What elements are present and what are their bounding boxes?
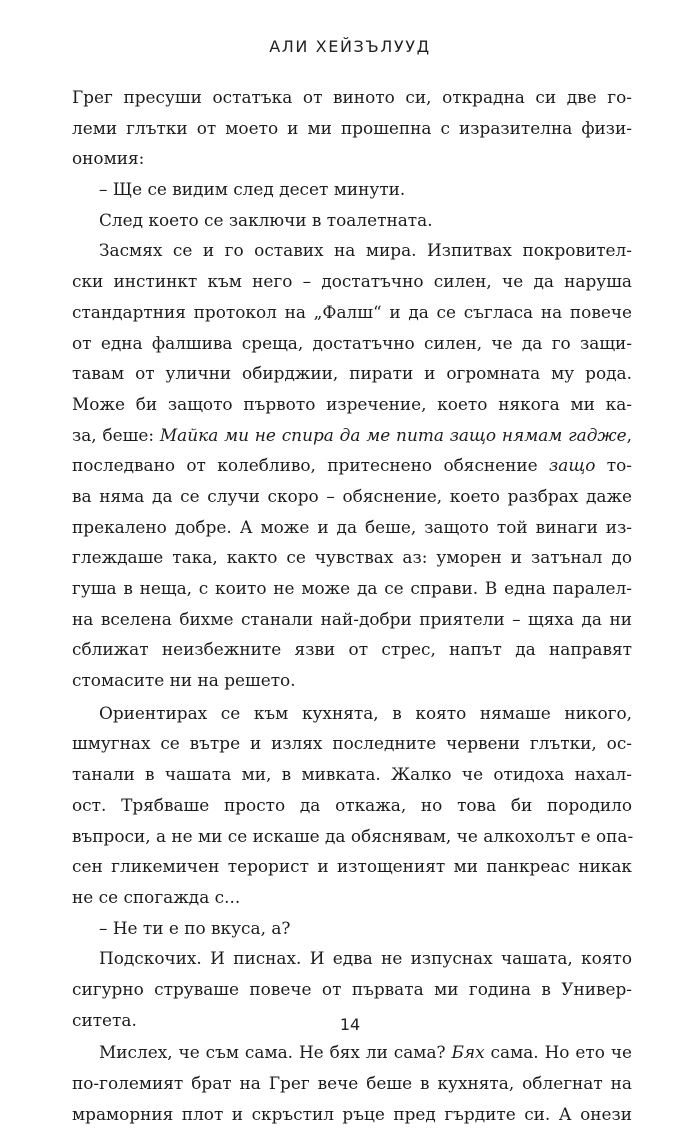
text-segment: за, беше:	[72, 424, 160, 445]
text-segment: Мислех, че съм сама. Не бях ли сама?	[99, 1042, 452, 1063]
text-line: Може би защото първото изречение, което някога ми ка-	[72, 393, 632, 414]
text-line: стандартния протокол на „Фалш“ и да се съгласа на повече	[72, 301, 632, 322]
text-line: леми глътки от моето и ми прошепна с изразителна физи-	[72, 117, 632, 138]
text-line: глеждаше така, както се чувствах аз: уморен и затънал до	[72, 547, 632, 568]
text-line: Подскочих. И писнах. И едва не изпуснах чашата, която	[99, 948, 632, 969]
text-line: ономия:	[72, 148, 145, 169]
text-line: ва няма да се случи скоро – обяснение, което разбрах даже	[72, 485, 632, 506]
text-segment: то-	[595, 455, 632, 476]
text-line: по-големият брат на Грег вече беше в кухнята, облегнат на	[72, 1073, 632, 1093]
text-line: въпроси, а не ми се искаше да обяснявам, че алкохолът е опа-	[72, 825, 634, 846]
text-line: След което се заключи в тоалетната.	[99, 209, 433, 230]
text-line: сближат неизбежните язви от стрес, напът да направят	[72, 639, 632, 660]
text-line: сен гликемичен терорист и изтощеният ми панкреас никак	[72, 856, 632, 877]
text-line: танали в чашата ми, в мивката. Жалко че отидоха нахал-	[72, 764, 632, 785]
text-line: ски инстинкт към него – достатъчно силен, че да наруша	[72, 271, 632, 292]
text-line: не се спогажда с...	[72, 886, 241, 907]
text-line: прекалено добре. А може и да беше, защото той винаги из-	[72, 516, 632, 537]
text-line	[72, 1037, 632, 1068]
page-number: 14	[339, 1015, 361, 1034]
text-line: сигурно струваше повече от първата ми година в Универ-	[72, 978, 632, 999]
text-segment: последвано от колебливо, притеснено обяснение	[72, 455, 550, 476]
running-header: АЛИ ХЕЙЗЪЛУУД	[269, 37, 431, 56]
text-line: ситета.	[72, 1009, 137, 1030]
text-line: гуша в неща, с които не може да се справи. В една паралел-	[72, 578, 632, 598]
text-segment: ,	[626, 424, 632, 445]
italic-text: защо	[549, 455, 596, 476]
italic-text: Майка ми не спира да ме пита защо нямам гадже	[159, 424, 627, 445]
text-line: от една фалшива среща, достатъчно силен, че да го защи-	[72, 332, 632, 353]
text-line: – Не ти е по вкуса, а?	[99, 917, 291, 938]
italic-text: Бях	[451, 1042, 485, 1063]
text-segment: сама. Но ето че	[484, 1042, 632, 1063]
text-line: Грег пресуши остатъка от виното си, открадна си две го-	[72, 87, 632, 107]
text-line: стомасите ни на решето.	[72, 670, 296, 691]
text-line	[72, 420, 632, 451]
text-line: мраморния плот и скръстил ръце пред гърдите си. А онези	[72, 1103, 632, 1124]
text-line: на вселена бихме станали най-добри приятели – щяха да ни	[72, 608, 632, 629]
text-line: – Ще се видим след десет минути.	[99, 179, 406, 200]
text-line	[72, 450, 632, 481]
body-text	[72, 82, 632, 1129]
text-line: Засмях се и го оставих на мира. Изпитвах покровител-	[99, 240, 632, 261]
text-line: шмугнах се вътре и излях последните червени глътки, ос-	[72, 733, 632, 754]
text-line: ост. Трябваше просто да откажа, но това би породило	[72, 794, 632, 815]
text-line: Ориентирах се към кухнята, в която нямаше никого,	[99, 702, 632, 723]
text-line: тавам от улични обирджии, пирати и огромната му рода.	[72, 363, 632, 384]
